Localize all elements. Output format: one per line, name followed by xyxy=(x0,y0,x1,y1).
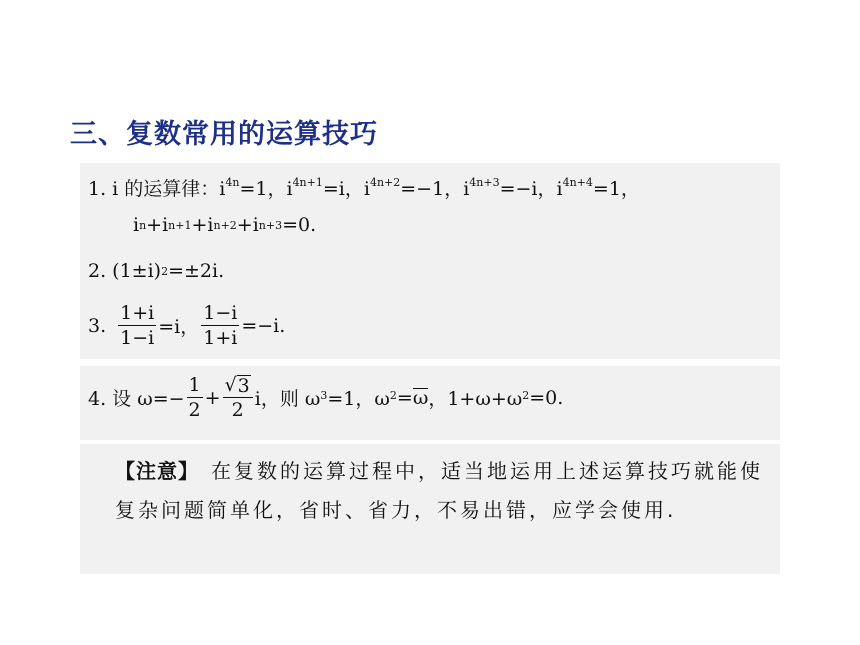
fraction-2: $\frac{1-i}{1+i}$ xyxy=(203,302,238,349)
term2: $i^{4n+1}=i$， xyxy=(286,175,364,200)
item1-sum-line: i $^n$ +i $^{n+1}$ +i $^{n+2}$ +i $^{n+3}$ =0. xyxy=(133,214,317,236)
item1-rule-line xyxy=(88,174,640,201)
term4: $i^{4n+3}=-i$， xyxy=(463,175,557,200)
sqrt-symbol: √ 3 xyxy=(224,374,250,397)
omega-conjugate: ω xyxy=(412,387,429,409)
note-text: 在复数的运算过程中，适当地运用上述运算技巧就能使复杂问题简单化，省时、省力，不易出错，应学会使用. xyxy=(115,459,763,522)
item3-line: 3. $\frac{1+i}{1-i}$ =i， $\frac{1-i}{1+i}$ =−i. xyxy=(88,302,286,349)
item2-line: 2. (1±i) $^2$ =±2i. xyxy=(88,260,225,282)
fraction-half: $\frac{1}{2}$ xyxy=(188,374,201,421)
section-heading: 三、复数常用的运算技巧 xyxy=(70,119,378,150)
term3: $i^{4n+2}=-1$， xyxy=(363,175,464,200)
item1-prefix: 1. i 的运算律： xyxy=(88,178,220,200)
item4-line: 4. 设 ω=− $\frac{1}{2}$ + √ 3 2 i，则 ω $^3$ =1，ω $^2$ = ω ，1+ω+ω $^2$ =0. xyxy=(88,374,564,421)
note-paragraph xyxy=(115,452,765,530)
term5: $i^{4n+4}=1$， xyxy=(556,175,640,200)
term1: $i^{4n}=1$， xyxy=(219,175,287,200)
fraction-1: $\frac{1+i}{1-i}$ xyxy=(120,302,155,349)
note-label: 【注意】 xyxy=(115,459,199,483)
fraction-sqrt3: √ 3 2 xyxy=(223,374,253,421)
